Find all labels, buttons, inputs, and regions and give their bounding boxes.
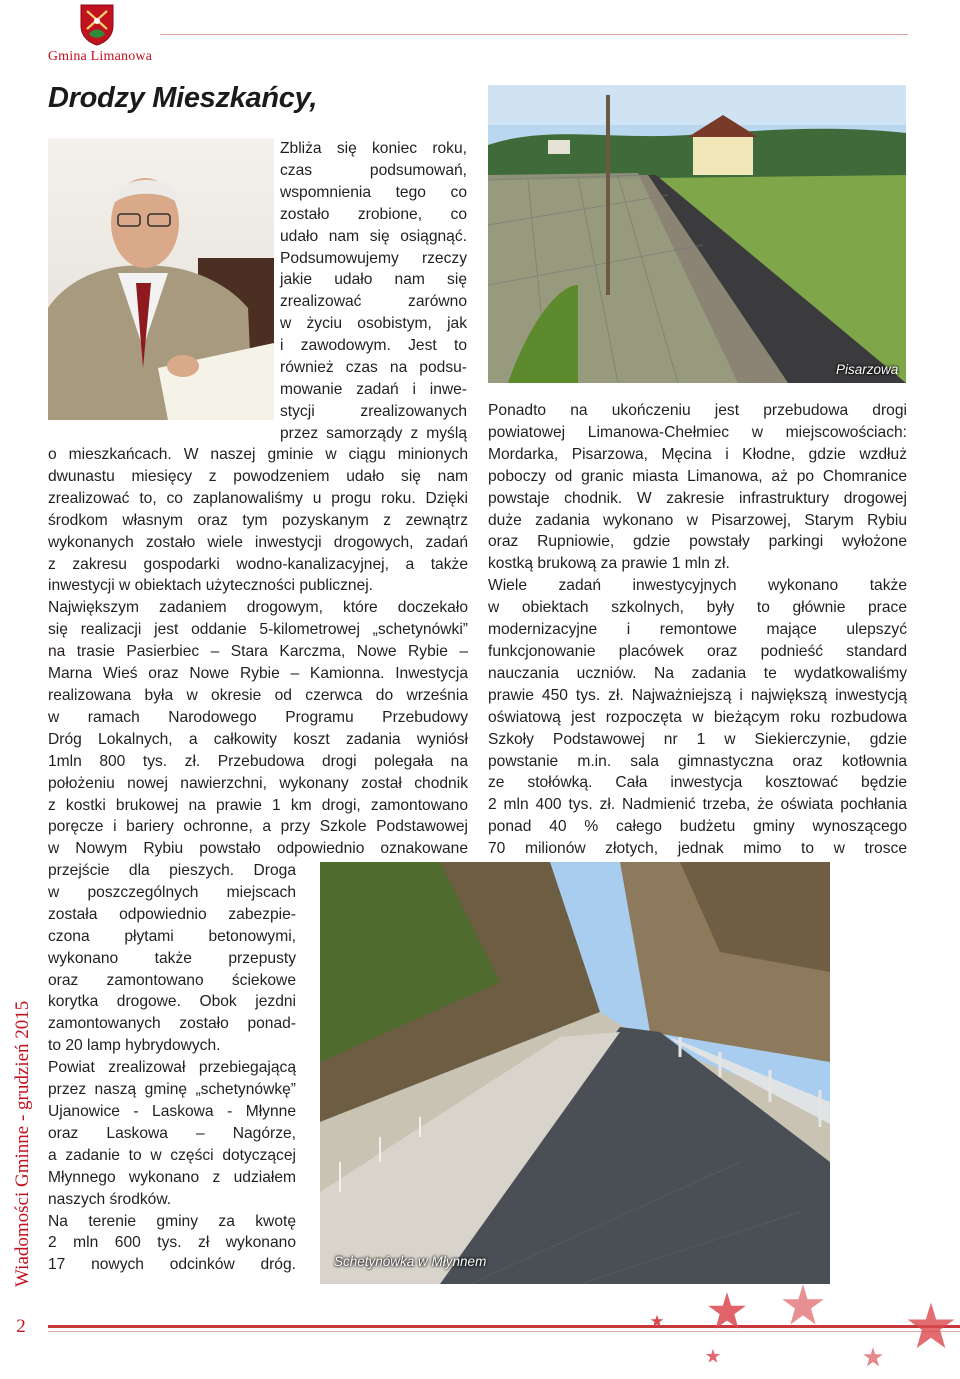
caption-mlynne: Schetynówka w Młynnem bbox=[334, 1254, 487, 1269]
coat-of-arms-icon bbox=[80, 4, 114, 46]
text-line: wykonano także przepusty bbox=[48, 949, 296, 967]
text-line: duże zadania wykonano w Pisarzowej, Starym Rybiu bbox=[488, 511, 907, 529]
text-line: z zakresu gospodarki wodno-kanalizacyjnej, a także bbox=[48, 555, 468, 573]
text-line: powstanie m.in. sala gimnastyczna oraz kotłownia bbox=[488, 752, 907, 770]
text-line: modernizacyjne i remontowe mające ulepszyć bbox=[488, 621, 907, 639]
text-line: oraz Rupniowie, gdzie powstały parkingi wyłożone bbox=[488, 533, 907, 551]
text-line: korytka drogowe. Obok jezdni bbox=[48, 993, 296, 1011]
header-rule bbox=[160, 34, 908, 35]
text-line: Dróg Lokalnych, a całkowity koszt zadania wyniósł bbox=[48, 730, 468, 748]
text-line: przejście dla pieszych. Droga bbox=[48, 862, 296, 879]
text-line: Powiat zrealizował przebiegającą bbox=[48, 1059, 296, 1077]
star-icon bbox=[705, 1348, 721, 1364]
text-line: a zadanie to w części dotyczącej bbox=[48, 1146, 296, 1164]
text-line: również czas na podsu- bbox=[280, 359, 467, 377]
text-line: powstaje chodnik. W zakresie infrastruktury drogowej bbox=[488, 489, 907, 507]
text-line: 1mln 800 tys. zł. Przebudowa drogi polegała na bbox=[48, 752, 468, 770]
text-line: poręcze i bariery ochronne, a przy Szkole Podstawowej bbox=[48, 818, 468, 836]
star-icon bbox=[706, 1290, 748, 1332]
text-line: przez naszą gminę „schetynówkę” bbox=[48, 1081, 296, 1099]
text-line: czas podsumowań, bbox=[280, 161, 467, 179]
text-line: ze stołówką. Cała inwestycja kosztować będzie bbox=[488, 774, 907, 792]
body-left-full bbox=[48, 444, 468, 860]
text-line: prawie 450 tys. zł. Najważniejszą i największą inwestycją bbox=[488, 686, 907, 704]
text-line: udało nam się osiągnąć. bbox=[280, 227, 467, 245]
text-line: inwestycji w obiektach użyteczności publicznej. bbox=[48, 577, 374, 595]
text-line: Marna Wieś oraz Nowe Rybie – Kamionna. Inwestycja bbox=[48, 665, 468, 683]
text-line: Ujanowice - Laskowa - Młynne bbox=[48, 1102, 296, 1120]
text-line: Młynnego wykonano z udziałem bbox=[48, 1168, 296, 1186]
text-line: 70 milionów złotych, jednak mimo to w trosce bbox=[488, 840, 907, 858]
text-line: funkcjonowanie placówek oraz podnieść standard bbox=[488, 642, 907, 660]
star-icon bbox=[905, 1300, 957, 1352]
text-line: nauczania uczniów. Na zadania te wydatkowaliśmy bbox=[488, 664, 907, 682]
text-line: Szkoły Podstawowej nr 1 w Siekierczynie, gdzie bbox=[488, 730, 907, 748]
text-line: zostało zrobione, co bbox=[280, 205, 467, 223]
intro-wrap bbox=[280, 138, 467, 445]
star-icon bbox=[650, 1314, 664, 1328]
text-line: i zawodowym. Jest to bbox=[280, 337, 467, 355]
road-photo-mlynne bbox=[320, 862, 830, 1284]
letter-greeting: Drodzy Mieszkańcy, bbox=[48, 82, 318, 114]
text-line: zrealizować to, co zaplanowaliśmy u progu roku. Dzięki bbox=[48, 489, 468, 507]
text-line: czona płytami betonowymi, bbox=[48, 927, 296, 945]
text-line: się realizacji jest oddanie 5-kilometrowej „schetynówki” bbox=[48, 621, 468, 639]
text-line: realizowana była w okresie od czerwca do września bbox=[48, 686, 468, 704]
text-line: ponad 40 % całego budżetu gminy wynoszącego bbox=[488, 818, 907, 836]
text-line: wykonanych zostało wiele inwestycji drogowych, zadań bbox=[48, 533, 468, 551]
text-line: Zbliża się koniec roku, bbox=[280, 140, 467, 157]
text-line: w obiektach szkolnych, były to głównie prace bbox=[488, 599, 907, 617]
publication-title-vertical: Wiadomości Gminne - grudzień 2015 bbox=[12, 1000, 33, 1287]
text-line: Największym zadaniem drogowym, które doczekało bbox=[48, 599, 468, 617]
text-line: mowanie zadań i inwe- bbox=[280, 380, 467, 398]
text-line: wspomnienia tego co bbox=[280, 183, 467, 201]
text-line: 17 nowych odcinków dróg. bbox=[48, 1256, 296, 1274]
text-line: Mordarka, Pisarzowa, Męcina i Kłodne, gdzie wzdłuż bbox=[488, 445, 907, 463]
text-line: to 20 lamp hybrydowych. bbox=[48, 1037, 221, 1055]
text-line: została odpowiednio zabezpie- bbox=[48, 905, 296, 923]
text-line: jakie udało nam się bbox=[280, 271, 467, 289]
text-line: Na terenie gminy za kwotę bbox=[48, 1212, 296, 1230]
text-line: powiatowej Limanowa-Chełmiec w miejscowościach: bbox=[488, 423, 907, 441]
text-line: oświatową jest rozpoczęta w bieżącym roku rozbudowa bbox=[488, 708, 907, 726]
text-line: środkom własnym oraz tym pozyskanym z zewnątrz bbox=[48, 511, 468, 529]
text-line: na trasie Pasierbiec – Stara Karczma, Nowe Rybie – bbox=[48, 643, 468, 661]
text-line: z kostki brukowej na prawie 1 km drogi, zamontowano bbox=[48, 796, 468, 814]
text-line: dwunastu miesięcy z powodzeniem udało się nam bbox=[48, 467, 468, 485]
text-line: stycji zrealizowanych bbox=[280, 402, 467, 420]
text-line: o mieszkańcach. W naszej gminie w ciągu minionych bbox=[48, 446, 468, 463]
text-line: zamontowanych zostało ponad- bbox=[48, 1015, 296, 1033]
road-photo-pisarzowa bbox=[488, 85, 906, 383]
body-left-narrow bbox=[48, 860, 296, 1276]
portrait-photo bbox=[48, 138, 274, 420]
text-line: poboczy od granic miasta Limanowa, aż po Chomranice bbox=[488, 467, 907, 485]
text-line: zrealizować zarówno bbox=[280, 293, 467, 311]
text-line: Ponadto na ukończeniu jest przebudowa drogi bbox=[488, 402, 907, 419]
text-line: naszych środków. bbox=[48, 1190, 172, 1208]
text-line: w Nowym Rybiu powstało odpowiednio oznakowane bbox=[48, 840, 468, 858]
footer-rule-thin bbox=[48, 1331, 960, 1332]
text-line: 2 mln 600 tys. zł wykonano bbox=[48, 1234, 296, 1252]
text-line: położeniu nowej nawierzchni, wykonany został chodnik bbox=[48, 774, 468, 792]
text-line: oraz Laskowa – Nagórze, bbox=[48, 1124, 296, 1142]
page-number: 2 bbox=[16, 1316, 26, 1337]
text-line: w ramach Narodowego Programu Przebudowy bbox=[48, 708, 468, 726]
star-icon bbox=[862, 1346, 884, 1368]
star-icon bbox=[780, 1282, 826, 1328]
text-line: kostką brukową za prawie 1 mln zł. bbox=[488, 555, 730, 573]
text-line: oraz zamontowano ściekowe bbox=[48, 971, 296, 989]
body-right bbox=[488, 400, 907, 860]
logo-text: Gmina Limanowa bbox=[47, 49, 153, 64]
municipality-logo bbox=[44, 4, 156, 66]
text-line: 2 mln 400 tys. zł. Nadmienić trzeba, że oświata pochłania bbox=[488, 796, 907, 814]
caption-pisarzowa: Pisarzowa bbox=[836, 362, 899, 377]
text-line: w poszczególnych miejscach bbox=[48, 883, 296, 901]
text-line: Wiele zadań inwestycyjnych wykonano także bbox=[488, 577, 907, 595]
text-line: w życiu osobistym, jak bbox=[280, 315, 467, 333]
text-line: przez samorządy z myślą bbox=[280, 424, 467, 442]
text-line: Podsumowujemy rzeczy bbox=[280, 249, 467, 267]
